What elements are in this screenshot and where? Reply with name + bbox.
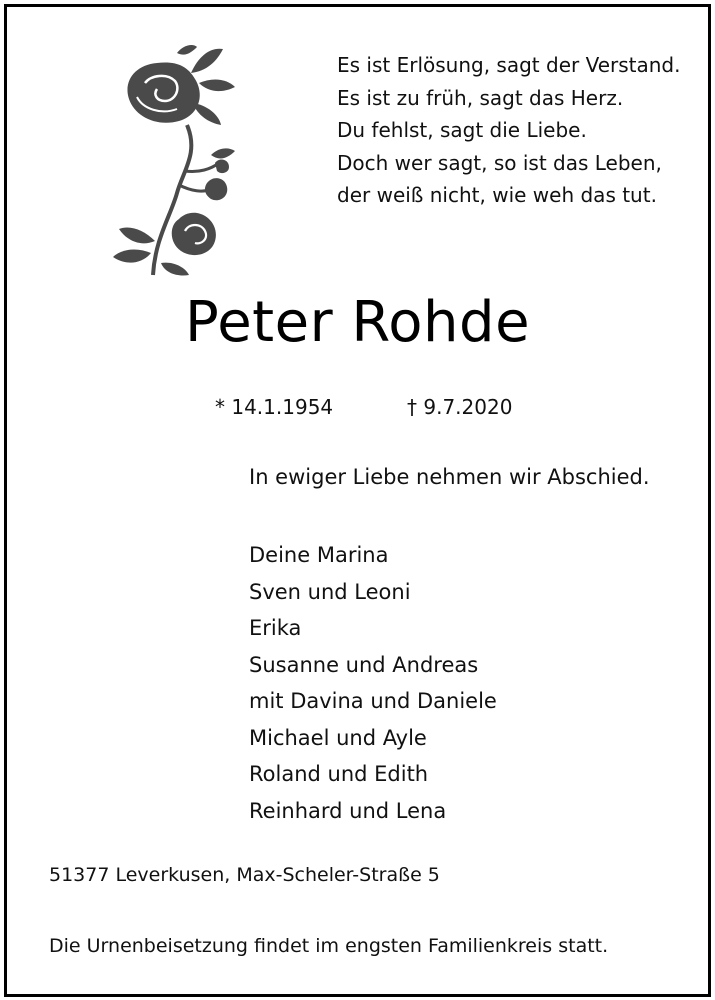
farewell-text: In ewiger Liebe nehmen wir Abschied.: [249, 465, 650, 489]
mourners-list: [249, 537, 497, 829]
burial-note: Die Urnenbeisetzung findet im engsten Familienkreis statt.: [49, 935, 609, 957]
mourner-item: Susanne und Andreas: [249, 652, 479, 677]
mourner-item: Roland und Edith: [249, 762, 429, 786]
family-address: 51377 Leverkusen, Max-Scheler-Straße 5: [49, 864, 440, 886]
poem-line: Doch wer sagt, so ist das Leben,: [337, 150, 662, 175]
mourner-item: mit Davina und Daniele: [249, 689, 497, 713]
poem-line: Es ist zu früh, sagt das Herz.: [337, 85, 624, 110]
mourner-item: Sven und Leoni: [249, 579, 411, 604]
mourner-item: Michael und Ayle: [249, 725, 427, 750]
poem-line: Du fehlst, sagt die Liebe.: [337, 118, 587, 142]
mourner-item: Erika: [249, 616, 302, 640]
mourner-item: Deine Marina: [249, 543, 389, 567]
rose-icon: [107, 43, 247, 279]
poem-line: der weiß nicht, wie weh das tut.: [337, 183, 657, 207]
death-date: † 9.7.2020: [407, 395, 513, 419]
deceased-name: Peter Rohde: [184, 290, 531, 355]
obituary-card: [4, 4, 711, 997]
mourner-item: Reinhard und Lena: [249, 798, 447, 823]
poem: [337, 49, 680, 212]
poem-line: Es ist Erlösung, sagt der Verstand.: [337, 53, 681, 77]
birth-date: * 14.1.1954: [215, 395, 334, 419]
